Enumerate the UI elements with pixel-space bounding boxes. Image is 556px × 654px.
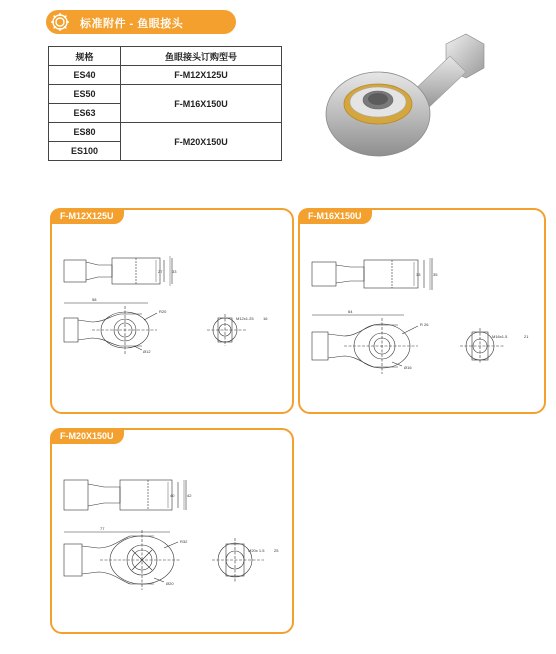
- dim-label: 40: [170, 493, 175, 498]
- dim-label: 21: [524, 334, 529, 339]
- table-row: [49, 85, 282, 104]
- section-title: 标准附件 - 鱼眼接头: [80, 18, 184, 30]
- technical-drawing: [52, 210, 292, 412]
- model-cell: F-M12X125U: [121, 66, 282, 85]
- gear-icon: [49, 11, 71, 33]
- dim-label: Ø20: [166, 581, 174, 586]
- table-header: 规格: [49, 47, 121, 66]
- dim-label: 64: [348, 309, 353, 314]
- dim-label: 77: [100, 526, 105, 531]
- spec-cell: ES63: [49, 104, 121, 123]
- dim-label: R32: [180, 539, 188, 544]
- dim-label: 33: [416, 272, 421, 277]
- drawing-panel-m16: [298, 208, 546, 414]
- rod-end-photo: [316, 26, 492, 166]
- table-header-row: [49, 47, 282, 66]
- dim-label: R 26: [420, 322, 429, 327]
- spec-table: [48, 46, 282, 161]
- dim-label: 25: [274, 548, 279, 553]
- technical-drawing: [52, 430, 292, 632]
- model-cell: F-M16X150U: [121, 85, 282, 123]
- dim-label: 58: [92, 297, 97, 302]
- panel-label: F-M16X150U: [298, 208, 372, 224]
- spec-cell: ES50: [49, 85, 121, 104]
- model-cell: F-M20X150U: [121, 123, 282, 161]
- dim-label: 16: [263, 316, 268, 321]
- dim-label: Ø16: [404, 365, 412, 370]
- spec-cell: ES100: [49, 142, 121, 161]
- drawing-panel-m20: [50, 428, 294, 634]
- dim-label: Ø12: [143, 349, 151, 354]
- dim-label: 42: [187, 493, 192, 498]
- dim-label: 35: [433, 272, 438, 277]
- dim-label: 27: [158, 269, 163, 274]
- spec-cell: ES80: [49, 123, 121, 142]
- dim-label: M16x1.5: [492, 334, 508, 339]
- panel-label: F-M12X125U: [50, 208, 124, 224]
- dim-label: R20: [159, 309, 167, 314]
- dim-label: M20x 1.5: [248, 548, 265, 553]
- dim-label: 33: [172, 269, 177, 274]
- dim-label: M12x1.25: [236, 316, 254, 321]
- table-header: 鱼眼接头订购型号: [121, 47, 282, 66]
- spec-cell: ES40: [49, 66, 121, 85]
- technical-drawing: [300, 210, 544, 412]
- drawing-panel-m12: [50, 208, 294, 414]
- section-header: [46, 10, 236, 34]
- panel-label: F-M20X150U: [50, 428, 124, 444]
- table-row: [49, 66, 282, 85]
- table-row: [49, 123, 282, 142]
